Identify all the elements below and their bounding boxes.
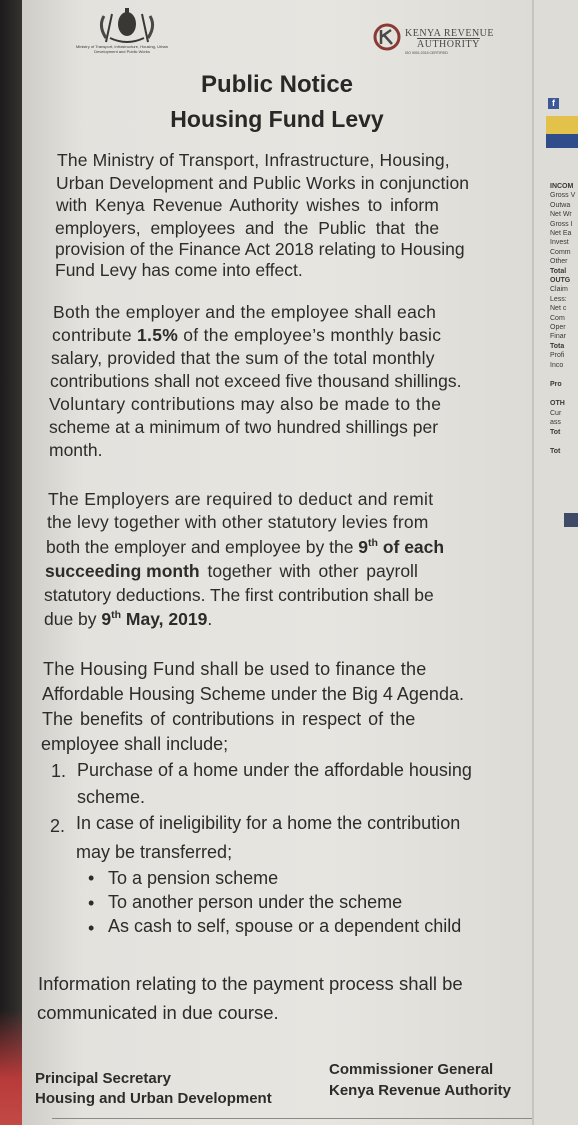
adjacent-column-line: Total (550, 267, 567, 275)
blue-band (546, 134, 578, 148)
first-contribution-day: 9 (101, 609, 112, 629)
text-line: The Housing Fund shall be used to finance the (43, 659, 427, 679)
text-line: contributions shall not exceed five thousand shillings. (50, 371, 462, 391)
kra-logo-icon (372, 22, 402, 52)
text-line (44, 608, 212, 630)
text-line: The Ministry of Transport, Infrastructure, Housing, (57, 150, 450, 170)
adjacent-column-line: ass (550, 419, 561, 427)
text-line: the levy together with other statutory levies from (47, 512, 429, 532)
text-span: of the employee’s monthly basic (178, 325, 442, 345)
text-span: both the employer and employee by the (46, 537, 359, 557)
adjacent-column-line: Inco (550, 361, 564, 369)
bullet-item: As cash to self, spouse or a dependent child (108, 916, 462, 936)
signatory-title: Principal Secretary (35, 1070, 171, 1087)
adjacent-column-line: INCOM (550, 183, 574, 190)
text-line: Voluntary contributions may also be made to the (49, 394, 442, 414)
adjacent-column-line: OUTG (550, 277, 571, 284)
text-line (46, 536, 444, 558)
list-item-number: 1. (51, 761, 67, 781)
text-line: Urban Development and Public Works in conjunction (56, 173, 470, 193)
text-line: salary, provided that the sum of the total monthly (51, 348, 435, 368)
kenya-coat-of-arms-icon (82, 2, 172, 64)
notice-title: Public Notice (200, 71, 354, 98)
text-line: statutory deductions. The first contribution shall be (44, 585, 434, 605)
deadline-day: 9 (358, 537, 369, 557)
adjacent-column-line: Cur (550, 409, 562, 417)
adjacent-column-line: Pro (550, 381, 562, 388)
text-line: employee shall include; (41, 734, 229, 754)
text-span: contribute (52, 325, 138, 345)
text-line: scheme at a minimum of two hundred shillings per (49, 417, 439, 437)
bullet-icon: • (88, 868, 95, 888)
adjacent-column-line: Comm (550, 248, 571, 256)
text-line: provision of the Finance Act 2018 relating to Housing (55, 239, 465, 259)
text-line: employers, employees and the Public that the (55, 218, 440, 238)
ordinal-suffix: th (111, 609, 122, 622)
grey-block (564, 513, 578, 527)
adjacent-column-line: Tot (550, 428, 561, 436)
text-line: Information relating to the payment process shall be (38, 973, 463, 994)
text-span: succeeding month (45, 561, 200, 581)
signatory-department: Housing and Urban Development (35, 1090, 272, 1107)
notice-subtitle: Housing Fund Levy (170, 106, 384, 132)
text-line: with Kenya Revenue Authority wishes to inform (56, 195, 439, 215)
adjacent-column-line: Com (550, 314, 565, 322)
adjacent-column-line: Net Wr (550, 211, 572, 219)
text-line (52, 324, 441, 346)
list-item-continuation: may be transferred; (76, 842, 233, 862)
text-line: Fund Levy has come into effect. (55, 260, 303, 280)
kra-wordmark-line1: KENYA REVENUE (405, 28, 494, 39)
adjacent-column-line: Net Ea (550, 230, 572, 237)
rate-value: 1.5% (137, 325, 179, 345)
adjacent-column-line: Oper (550, 324, 566, 331)
first-contribution-date: May, 2019 (121, 609, 208, 629)
text-span: of each (377, 537, 445, 557)
ministry-caption: Ministry of Transport, Infrastructure, Housing, Urban Development and Public Works (75, 44, 169, 54)
text-line: Affordable Housing Scheme under the Big 4 Agenda. (42, 684, 464, 704)
text-span: together with other payroll (199, 561, 418, 581)
kra-wordmark-line2: AUTHORITY (417, 39, 480, 50)
yellow-band (546, 116, 578, 134)
adjacent-column-line: Finar (550, 333, 566, 341)
text-span: due by (44, 609, 102, 629)
adjacent-column-line: Gross V (550, 192, 576, 200)
signatory-title: Commissioner General (329, 1061, 494, 1078)
adjacent-column-line: Net c (550, 305, 567, 313)
adjacent-column-line: OTH (550, 400, 565, 408)
page-edge-stain (0, 1010, 22, 1125)
text-line (45, 560, 418, 582)
adjacent-column-line: Other (550, 258, 568, 266)
public-notice (22, 0, 532, 1125)
kra-wordmark (405, 28, 494, 50)
bullet-icon: • (88, 918, 95, 938)
list-item-continuation: scheme. (77, 787, 146, 807)
adjacent-column-line: Less: (550, 295, 567, 303)
kra-tagline: ISO 9001:2015 CERTIFIED (405, 51, 448, 55)
ordinal-suffix: th (368, 537, 378, 550)
adjacent-column-line: Tota (550, 342, 565, 350)
footer-rule (52, 1118, 532, 1119)
adjacent-column-line: Tot (550, 448, 561, 455)
facebook-icon: f (548, 98, 559, 109)
list-item-number: 2. (50, 816, 66, 836)
text-line: The Employers are required to deduct and remit (48, 489, 434, 509)
adjacent-column-line: Gross I (550, 220, 573, 228)
bullet-item: To a pension scheme (108, 868, 279, 888)
bullet-icon: • (88, 893, 95, 913)
list-item: In case of ineligibility for a home the contribution (76, 813, 461, 833)
adjacent-column-line: Invest (550, 239, 569, 247)
bullet-item: To another person under the scheme (108, 892, 403, 912)
signatory-department: Kenya Revenue Authority (329, 1082, 511, 1099)
text-line: month. (49, 440, 103, 460)
adjacent-column-line: Outwa (550, 201, 571, 209)
adjacent-column-line: Claim (550, 286, 568, 294)
text-line: The benefits of contributions in respect of the (42, 709, 416, 729)
adjacent-column (532, 0, 578, 1125)
list-item: Purchase of a home under the affordable housing (77, 760, 472, 780)
adjacent-column-line: Profi (550, 352, 565, 360)
text-line: Both the employer and the employee shall each (53, 302, 437, 322)
text-line: communicated in due course. (37, 1002, 279, 1023)
text-span: . (207, 609, 213, 629)
